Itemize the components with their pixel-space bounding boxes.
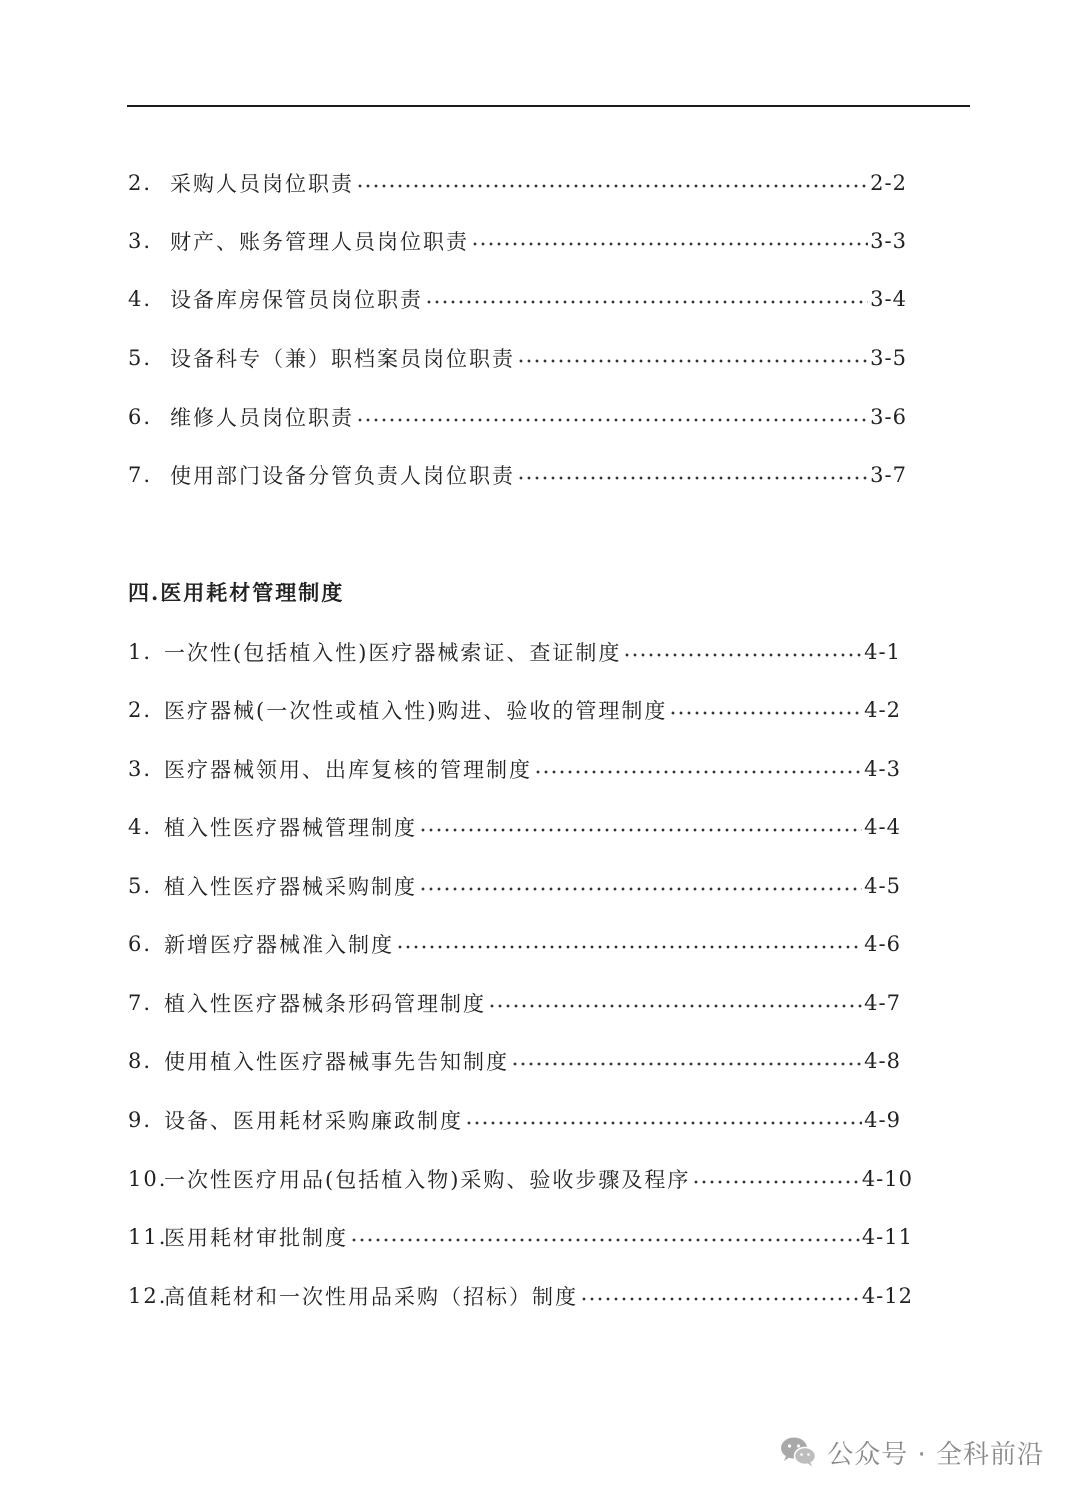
section-heading: 四.医用耗材管理制度 [128,580,345,605]
dot-leader [419,887,862,891]
dot-leader [517,476,868,480]
toc-entry-page: 2-2 [870,171,907,195]
toc-entry-title: 使用部门设备分管负责人岗位职责 [170,464,515,488]
toc-entry-number: 2. [128,698,153,722]
toc-entry-number: 4. [128,287,153,311]
dot-leader [623,653,862,657]
toc-entry-number: 11. [128,1225,168,1249]
toc-entry[interactable] [128,226,907,256]
dot-leader [356,418,868,422]
dot-leader [350,1238,860,1242]
toc-entry[interactable] [128,637,901,667]
toc-entry-title: 使用植入性医疗器械事先告知制度 [164,1050,509,1074]
toc-entry-title: 一次性医疗用品(包括植入物)采购、验收步骤及程序 [164,1168,691,1192]
toc-entry-page: 4-1 [864,640,901,664]
toc-entry-page: 4-11 [861,1225,913,1249]
toc-entry[interactable] [128,695,901,725]
dot-leader [534,770,862,774]
toc-entry[interactable] [128,1281,913,1311]
dot-leader [396,945,862,949]
dot-leader [580,1297,860,1301]
toc-entry-number: 6. [128,405,153,429]
watermark-text: 公众号 · 全科前沿 [827,1439,1044,1470]
toc-entry-title: 采购人员岗位职责 [170,172,354,196]
toc-entry-title: 植入性医疗器械采购制度 [164,875,417,899]
toc-entry-title: 医疗器械领用、出库复核的管理制度 [164,758,532,782]
toc-entry-page: 4-3 [864,757,901,781]
toc-entry-title: 设备、医用耗材采购廉政制度 [164,1109,463,1133]
dot-leader [356,184,868,188]
toc-entry-page: 3-7 [870,463,907,487]
toc-entry-number: 8. [128,1049,153,1073]
toc-entry-number: 9. [128,1108,153,1132]
toc-entry[interactable] [128,1222,913,1252]
toc-entry-page: 4-4 [864,815,901,839]
toc-entry[interactable] [128,754,901,784]
dot-leader [692,1180,859,1184]
toc-entry-title: 植入性医疗器械条形码管理制度 [164,992,486,1016]
toc-entry-number: 12. [128,1284,168,1308]
toc-entry-page: 4-10 [861,1167,913,1191]
toc-entry-number: 5. [128,346,153,370]
toc-entry[interactable] [128,988,901,1018]
wechat-icon [779,1435,817,1469]
toc-entry-title: 设备科专（兼）职档案员岗位职责 [170,347,515,371]
toc-entry-number: 1. [128,640,153,664]
dot-leader [419,828,862,832]
toc-entry-title: 财产、账务管理人员岗位职责 [170,230,469,254]
header-rule [127,105,970,107]
dot-leader [517,359,868,363]
toc-entry[interactable] [128,1046,901,1076]
dot-leader [669,711,862,715]
toc-entry[interactable] [128,929,901,959]
toc-entry-page: 4-8 [864,1049,901,1073]
toc-entry-page: 4-9 [864,1108,901,1132]
toc-entry[interactable] [128,460,907,490]
toc-entry-page: 3-4 [870,287,907,311]
dot-leader [465,1121,862,1125]
watermark [779,1432,1044,1472]
toc-entry-number: 3. [128,757,153,781]
toc-entry-number: 3. [128,229,153,253]
toc-entry[interactable] [128,1105,901,1135]
dot-leader [425,300,868,304]
toc-entry-number: 2. [128,171,153,195]
toc-entry-number: 7. [128,463,153,487]
toc-entry[interactable] [128,871,901,901]
toc-entry[interactable] [128,812,901,842]
toc-entry-title: 一次性(包括植入性)医疗器械索证、查证制度 [164,641,622,665]
toc-entry-title: 高值耗材和一次性用品采购（招标）制度 [164,1285,578,1309]
toc-entry[interactable] [128,168,907,198]
toc-entry-number: 5. [128,874,153,898]
toc-entry-number: 4. [128,815,153,839]
toc-entry-title: 植入性医疗器械管理制度 [164,816,417,840]
toc-entry-page: 3-3 [870,229,907,253]
toc-entry-title: 医疗器械(一次性或植入性)购进、验收的管理制度 [164,699,668,723]
toc-entry-page: 4-12 [861,1284,913,1308]
toc-entry[interactable] [128,1164,913,1194]
toc-entry-page: 4-2 [864,698,901,722]
toc-entry[interactable] [128,402,907,432]
toc-entry-page: 3-5 [870,346,907,370]
dot-leader [471,242,868,246]
toc-entry-number: 7. [128,991,153,1015]
toc-entry-number: 6. [128,932,153,956]
toc-entry-number: 10. [128,1167,168,1191]
toc-entry-page: 4-6 [864,932,901,956]
toc-entry-page: 3-6 [870,405,907,429]
toc-entry-title: 维修人员岗位职责 [170,406,354,430]
toc-entry-page: 4-7 [864,991,901,1015]
toc-entry-title: 设备库房保管员岗位职责 [170,288,423,312]
dot-leader [488,1004,862,1008]
toc-entry-title: 新增医疗器械准入制度 [164,933,394,957]
toc-entry-page: 4-5 [864,874,901,898]
toc-entry[interactable] [128,284,907,314]
toc-entry[interactable] [128,343,907,373]
dot-leader [511,1062,862,1066]
toc-entry-title: 医用耗材审批制度 [164,1226,348,1250]
